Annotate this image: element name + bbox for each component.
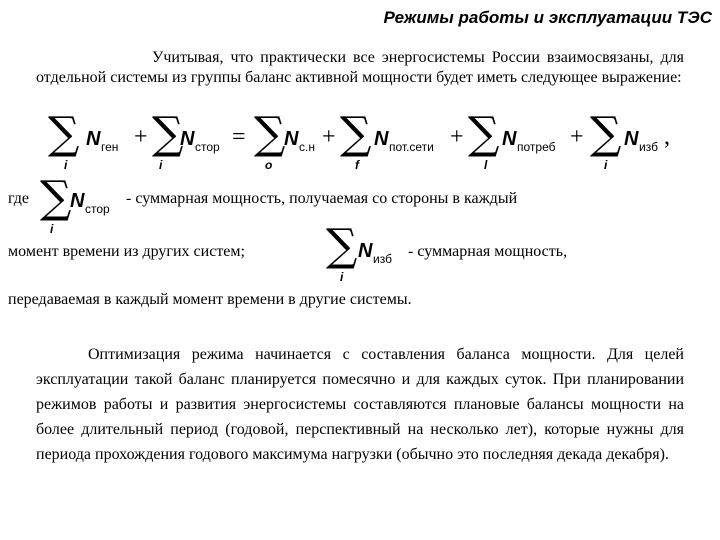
- plus-sign: +: [570, 124, 584, 150]
- var-n: N: [358, 240, 373, 262]
- var-n: N: [86, 128, 101, 150]
- comma: ,: [664, 124, 670, 150]
- sum-index: i: [159, 158, 163, 172]
- sum-symbol: ∑: [340, 108, 372, 159]
- var-n: N: [284, 128, 299, 150]
- var-subscript: изб: [639, 140, 658, 154]
- body-paragraph: [36, 342, 684, 467]
- var-n: N: [374, 128, 389, 150]
- var-n: N: [180, 128, 195, 150]
- where-text-line4: передаваемая в каждый момент времени в другие системы.: [8, 291, 412, 308]
- sum-symbol: ∑: [40, 172, 72, 223]
- sum-index: i: [50, 222, 54, 236]
- sum-symbol: ∑: [326, 220, 358, 271]
- where-prefix: где: [8, 190, 30, 207]
- var-subscript: стор: [195, 140, 220, 154]
- var-n: N: [70, 190, 85, 212]
- plus-sign: +: [134, 124, 148, 150]
- sum-symbol: ∑: [254, 108, 286, 159]
- equals-sign: =: [232, 124, 246, 150]
- var-subscript: пот.сети: [389, 140, 434, 154]
- plus-sign: +: [450, 124, 464, 150]
- sum-index: o: [265, 158, 273, 172]
- body-text: Оптимизация режима начинается с составления баланса мощности. Для целей эксплуатации такой баланс планируется помесячно и для каждых суток. При планировании режимов работы и развития энергосистемы составляются плановые балансы мощности на более длительный период (годовой, перспективный на несколько лет), которые нужны для периода прохождения годового максимума нагрузки (обычно это последняя декада декабря).: [36, 346, 684, 463]
- intro-text: Учитывая, что практически все энергосистемы России взаимосвязаны, для отдельной системы из группы баланс активной мощности будет иметь следующее выражение:: [36, 49, 684, 86]
- var-subscript: стор: [85, 202, 110, 216]
- page-header: Режимы работы и эксплуатации ТЭС: [383, 8, 712, 27]
- where-text-line1: - суммарная мощность, получаемая со стороны в каждый: [126, 190, 518, 207]
- sum-symbol: ∑: [152, 108, 184, 159]
- var-subscript: ген: [101, 140, 119, 154]
- sum-index: f: [355, 158, 359, 172]
- var-n: N: [624, 128, 639, 150]
- sum-symbol: ∑: [468, 108, 500, 159]
- sum-index: l: [484, 158, 488, 172]
- var-subscript: потреб: [517, 140, 556, 154]
- sum-symbol: ∑: [590, 108, 622, 159]
- sum-index: i: [64, 158, 68, 172]
- plus-sign: +: [322, 124, 336, 150]
- sum-symbol: ∑: [48, 108, 80, 159]
- var-subscript: изб: [373, 252, 392, 266]
- where-text-line2: момент времени из других систем;: [8, 243, 245, 260]
- var-subscript: с.н: [299, 140, 315, 154]
- var-n: N: [502, 128, 517, 150]
- sum-index: i: [340, 270, 344, 284]
- where-text-line3: - суммарная мощность,: [408, 243, 568, 260]
- sum-index: i: [604, 158, 608, 172]
